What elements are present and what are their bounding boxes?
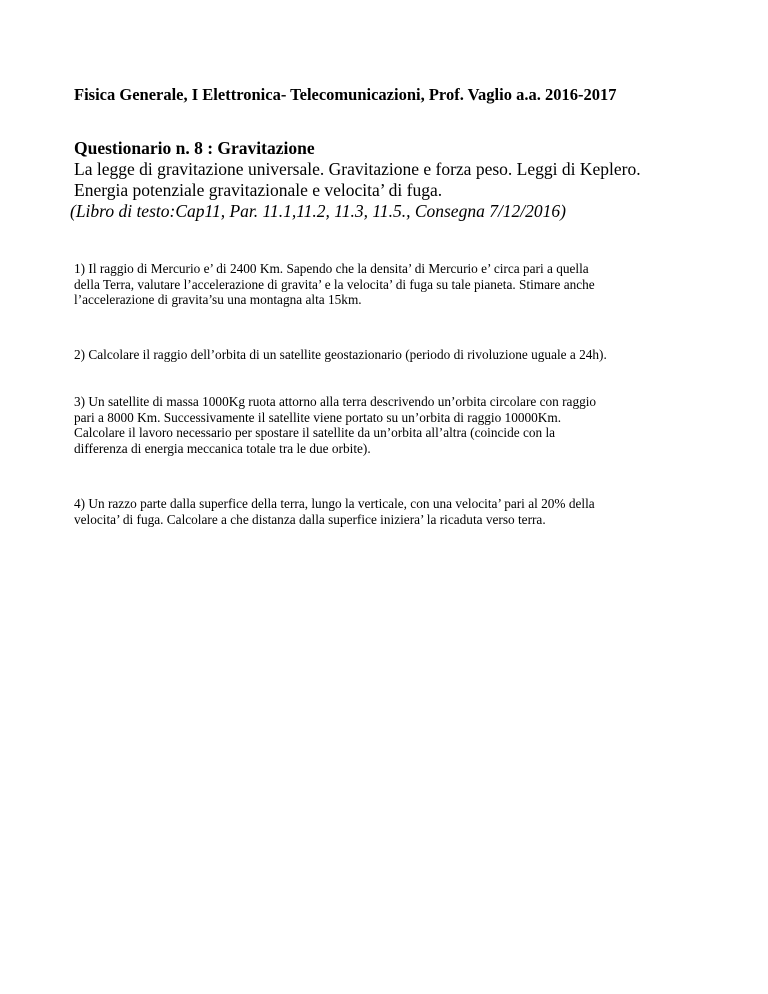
question-line: della Terra, valutare l’accelerazione di gravita’ e la velocita’ di fuga su tale pianeta. Stimare anche <box>74 276 595 292</box>
question-line: 1) Il raggio di Mercurio e’ di 2400 Km. Sapendo che la densita’ di Mercurio e’ circa pari a quella <box>74 261 589 276</box>
questionnaire-title: Questionario n. 8 : Gravitazione <box>74 138 315 158</box>
topic-line: Energia potenziale gravitazionale e velocita’ di fuga. <box>74 180 443 200</box>
question-3 <box>74 394 734 456</box>
question-line: differenza di energia meccanica totale tra le due orbite). <box>74 440 371 456</box>
question-line: 2) Calcolare il raggio dell’orbita di un satellite geostazionario (periodo di rivoluzione uguale a 24h). <box>74 347 607 362</box>
question-line: l’accelerazione di gravita’su una montagna alta 15km. <box>74 292 362 308</box>
question-line: 4) Un razzo parte dalla superfice della terra, lungo la verticale, con una velocita’ pari al 20% della <box>74 496 595 511</box>
question-4 <box>74 496 734 527</box>
question-line: pari a 8000 Km. Successivamente il satellite viene portato su un’orbita di raggio 10000Km. <box>74 409 562 425</box>
topic-line: La legge di gravitazione universale. Gravitazione e forza peso. Leggi di Keplero. <box>74 159 641 179</box>
question-2 <box>74 347 734 363</box>
course-header: Fisica Generale, I Elettronica- Telecomunicazioni, Prof. Vaglio a.a. 2016-2017 <box>74 85 617 104</box>
question-line: Calcolare il lavoro necessario per spostare il satellite da un’orbita all’altra (coincide con la <box>74 425 556 441</box>
textbook-reference: (Libro di testo:Cap11, Par. 11.1,11.2, 11.3, 11.5., Consegna 7/12/2016) <box>70 201 566 221</box>
question-line: 3) Un satellite di massa 1000Kg ruota attorno alla terra descrivendo un’orbita circolare con raggio <box>74 394 597 409</box>
question-line: velocita’ di fuga. Calcolare a che distanza dalla superfice iniziera’ la ricaduta verso terra. <box>74 511 546 527</box>
question-1 <box>74 261 734 308</box>
